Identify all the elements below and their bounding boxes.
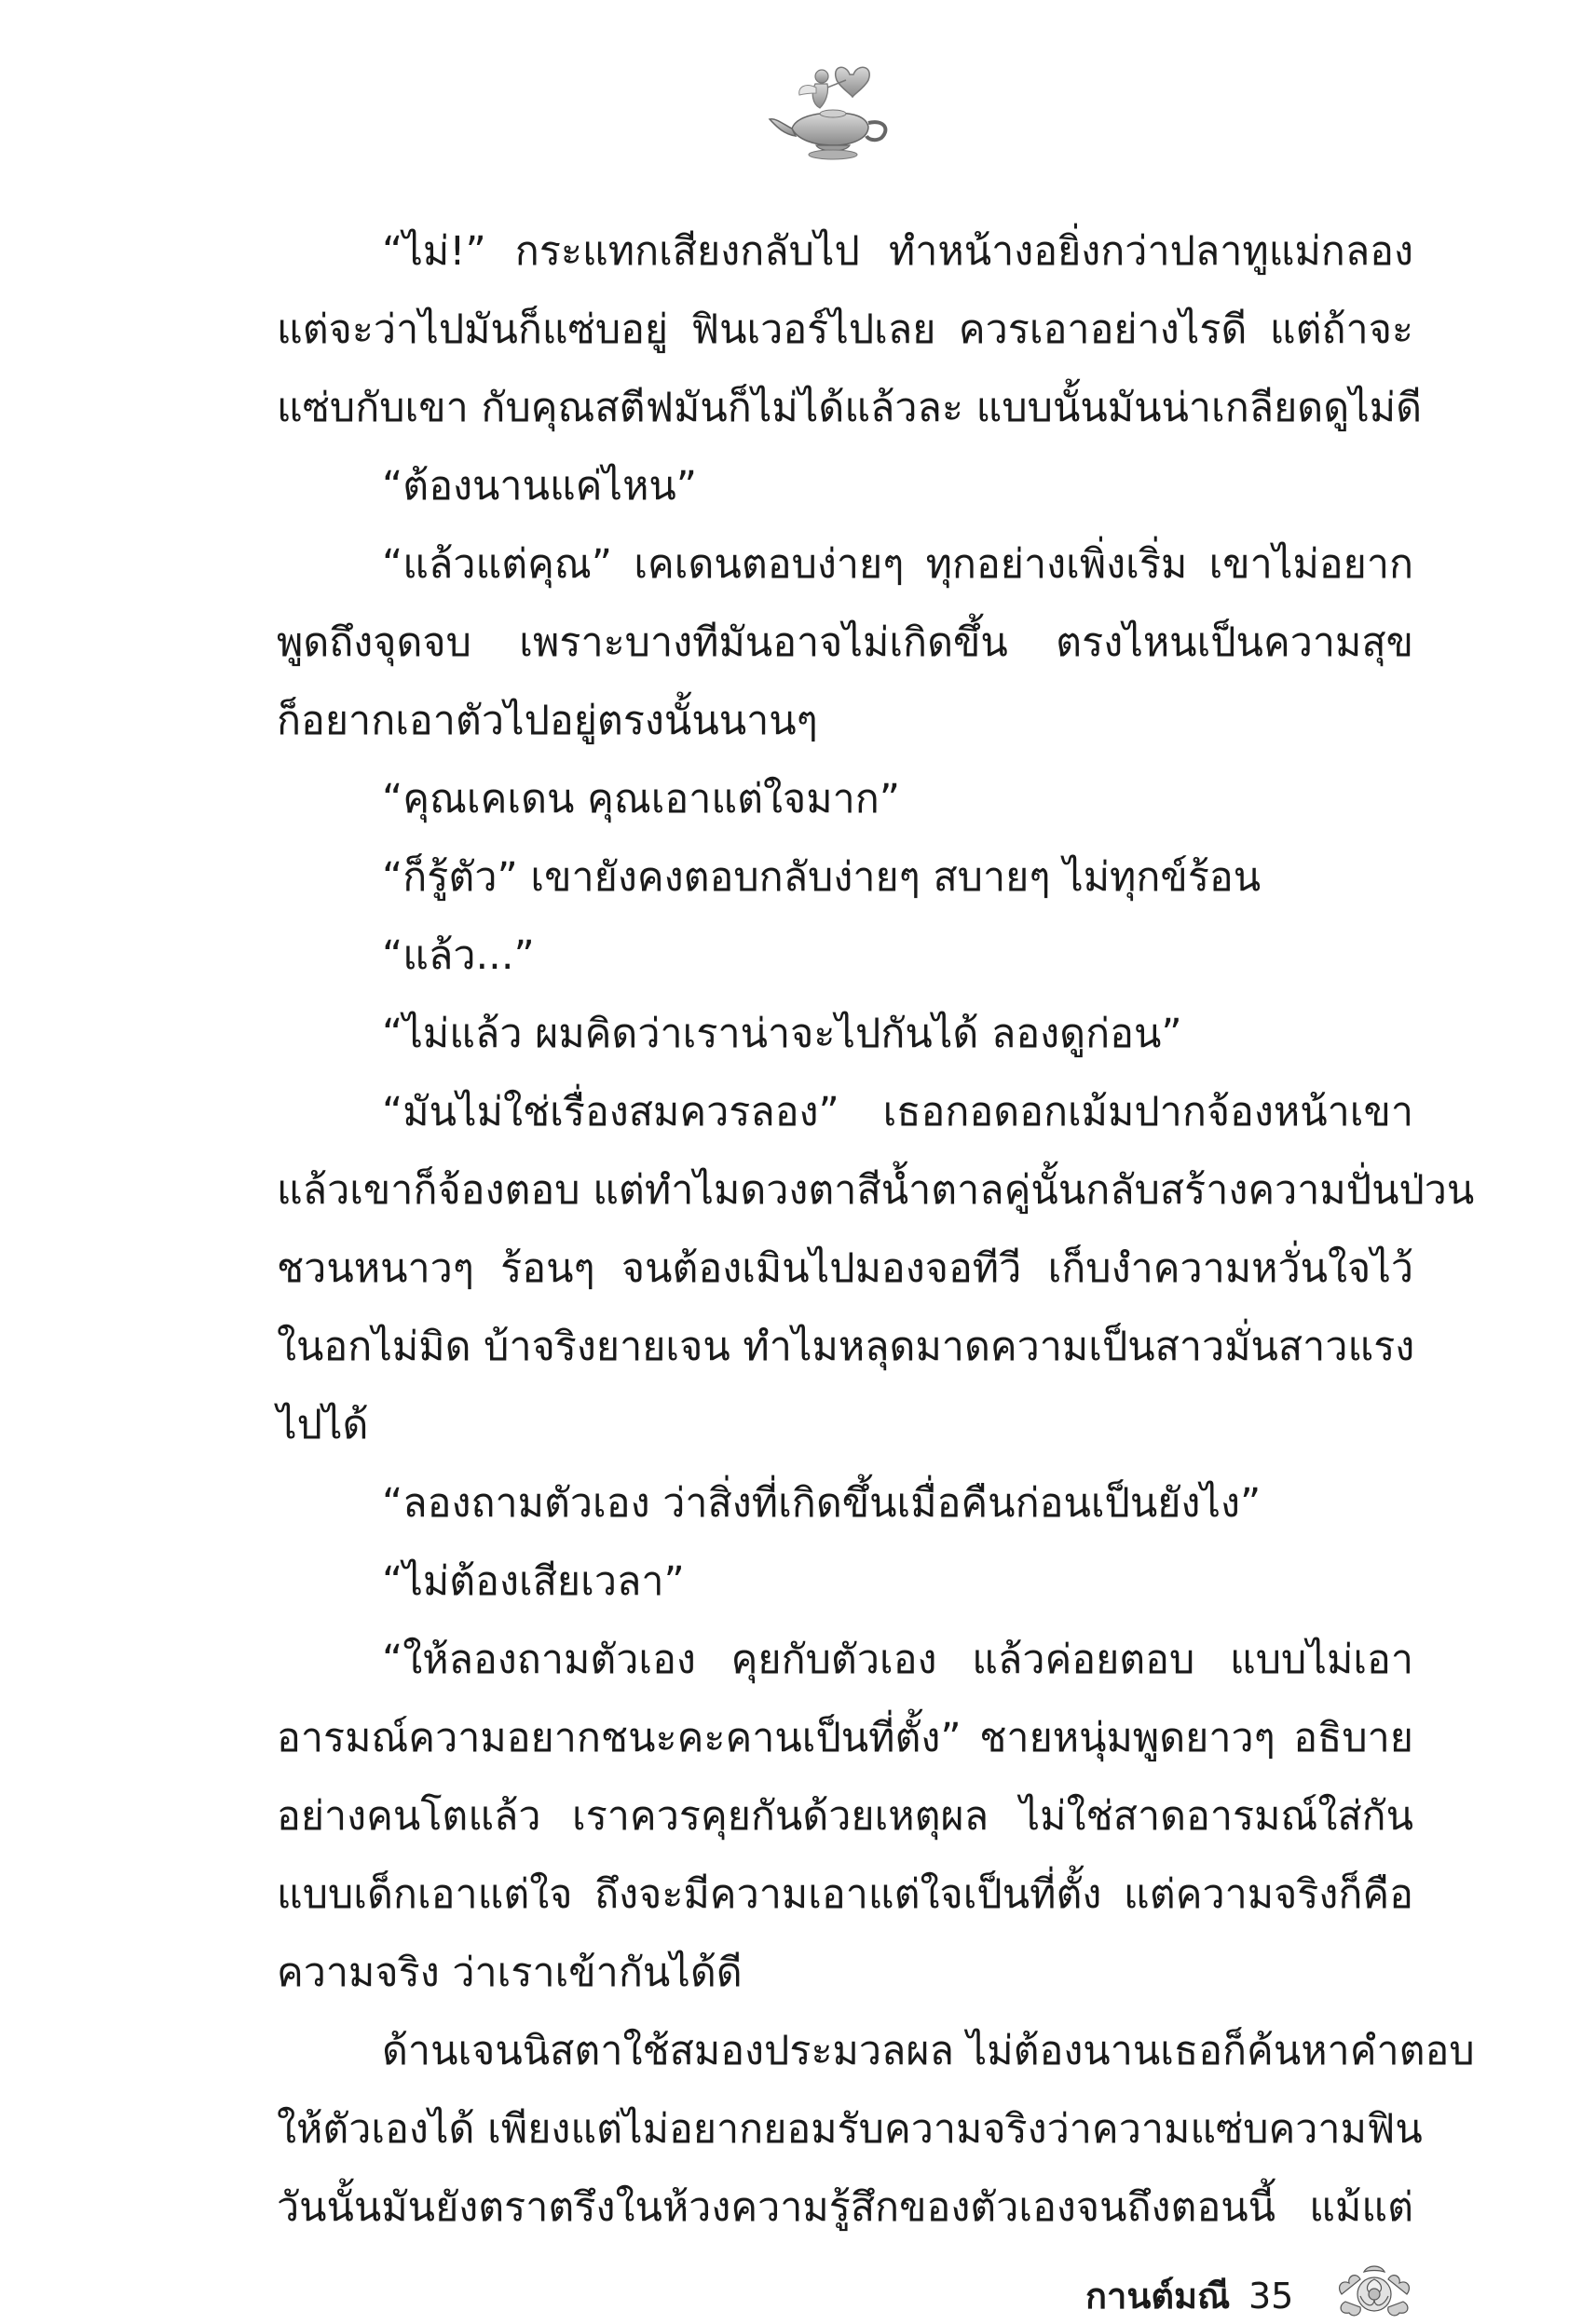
text-line: แต่จะว่าไปมันก็แซ่บอยู่ ฟินเวอร์ไปเลย ควรเอาอย่างไรดี แต่ถ้าจะ <box>277 306 1413 353</box>
text-line: “แล้วแต่คุณ” เคเดนตอบง่ายๆ ทุกอย่างเพิ่งเริ่ม เขาไม่อยาก <box>382 541 1413 588</box>
text-line: “ก็รู้ตัว” เขายังคงตอบกลับง่ายๆ สบายๆ ไม่ทุกข์ร้อน <box>382 854 1262 901</box>
text-line: “ลองถามตัวเอง ว่าสิ่งที่เกิดขึ้นเมื่อคืนก่อนเป็นยังไง” <box>382 1480 1262 1527</box>
text-line: “มันไม่ใช่เรื่องสมควรลอง” เธอกอดอกเม้มปากจ้องหน้าเขา <box>382 1089 1413 1135</box>
text-line: แบบเด็กเอาแต่ใจ ถึงจะมีความเอาแต่ใจเป็นที่ตั้ง แต่ความจริงก็คือ <box>277 1871 1413 1918</box>
text-line: ไปได้ <box>277 1402 369 1448</box>
text-line: แซ่บกับเขา กับคุณสตีฟมันก็ไม่ได้แล้วละ แบบนั้นมันน่าเกลียดดูไม่ดี <box>277 385 1423 431</box>
text-line: แล้วเขาก็จ้องตอบ แต่ทำไมดวงตาสีน้ำตาลคู่นั้นกลับสร้างความปั่นป่วน <box>277 1167 1475 1214</box>
text-line: ให้ตัวเองได้ เพียงแต่ไม่อยากยอมรับความจริงว่าความแซ่บความฟิน <box>277 2106 1423 2153</box>
text-line: “ไม่!” กระแทกเสียงกลับไป ทำหน้างอยิ่งกว่าปลาทูแม่กลอง <box>382 228 1413 275</box>
flower-ornament-icon <box>1332 2259 1416 2324</box>
text-line: ด้านเจนนิสตาใช้สมองประมวลผล ไม่ต้องนานเธอก็ค้นหาคำตอบ <box>382 2028 1475 2074</box>
text-line: อย่างคนโตแล้ว เราควรคุยกันด้วยเหตุผล ไม่ใช่สาดอารมณ์ใส่กัน <box>277 1793 1413 1840</box>
text-line: “ไม่แล้ว ผมคิดว่าเราน่าจะไปกันได้ ลองดูก่อน” <box>382 1011 1182 1057</box>
text-line: อารมณ์ความอยากชนะคะคานเป็นที่ตั้ง” ชายหนุ่มพูดยาวๆ อธิบาย <box>277 1715 1413 1761</box>
text-line: “ต้องนานแค่ไหน” <box>382 463 698 510</box>
text-line: ก็อยากเอาตัวไปอยู่ตรงนั้นนานๆ <box>277 698 818 744</box>
footer-title: กานต์มณี <box>1085 2276 1231 2317</box>
text-line: พูดถึงจุดจบ เพราะบางทีมันอาจไม่เกิดขึ้น ตรงไหนเป็นความสุข <box>277 619 1413 666</box>
text-line: ในอกไม่มิด บ้าจริงยายเจน ทำไมหลุดมาดความเป็นสาวมั่นสาวแรง <box>277 1324 1415 1370</box>
text-line: “แล้ว...” <box>382 932 535 979</box>
teapot-ornament-icon <box>764 56 904 168</box>
text-line: “ให้ลองถามตัวเอง คุยกับตัวเอง แล้วค่อยตอบ แบบไม่เอา <box>382 1637 1413 1683</box>
text-line: “คุณเคเดน คุณเอาแต่ใจมาก” <box>382 776 901 822</box>
body-text <box>277 212 1475 2247</box>
text-line: “ไม่ต้องเสียเวลา” <box>382 1558 685 1605</box>
text-line: ความจริง ว่าเราเข้ากันได้ดี <box>277 1950 743 1996</box>
text-line: วันนั้นมันยังตราตรึงในห้วงความรู้สึกของตัวเองจนถึงตอนนี้ แม้แต่ <box>277 2184 1413 2231</box>
text-line: ชวนหนาวๆ ร้อนๆ จนต้องเมินไปมองจอทีวี เก็บงำความหวั่นใจไว้ <box>277 1245 1413 1292</box>
page-number: 35 <box>1248 2276 1294 2317</box>
